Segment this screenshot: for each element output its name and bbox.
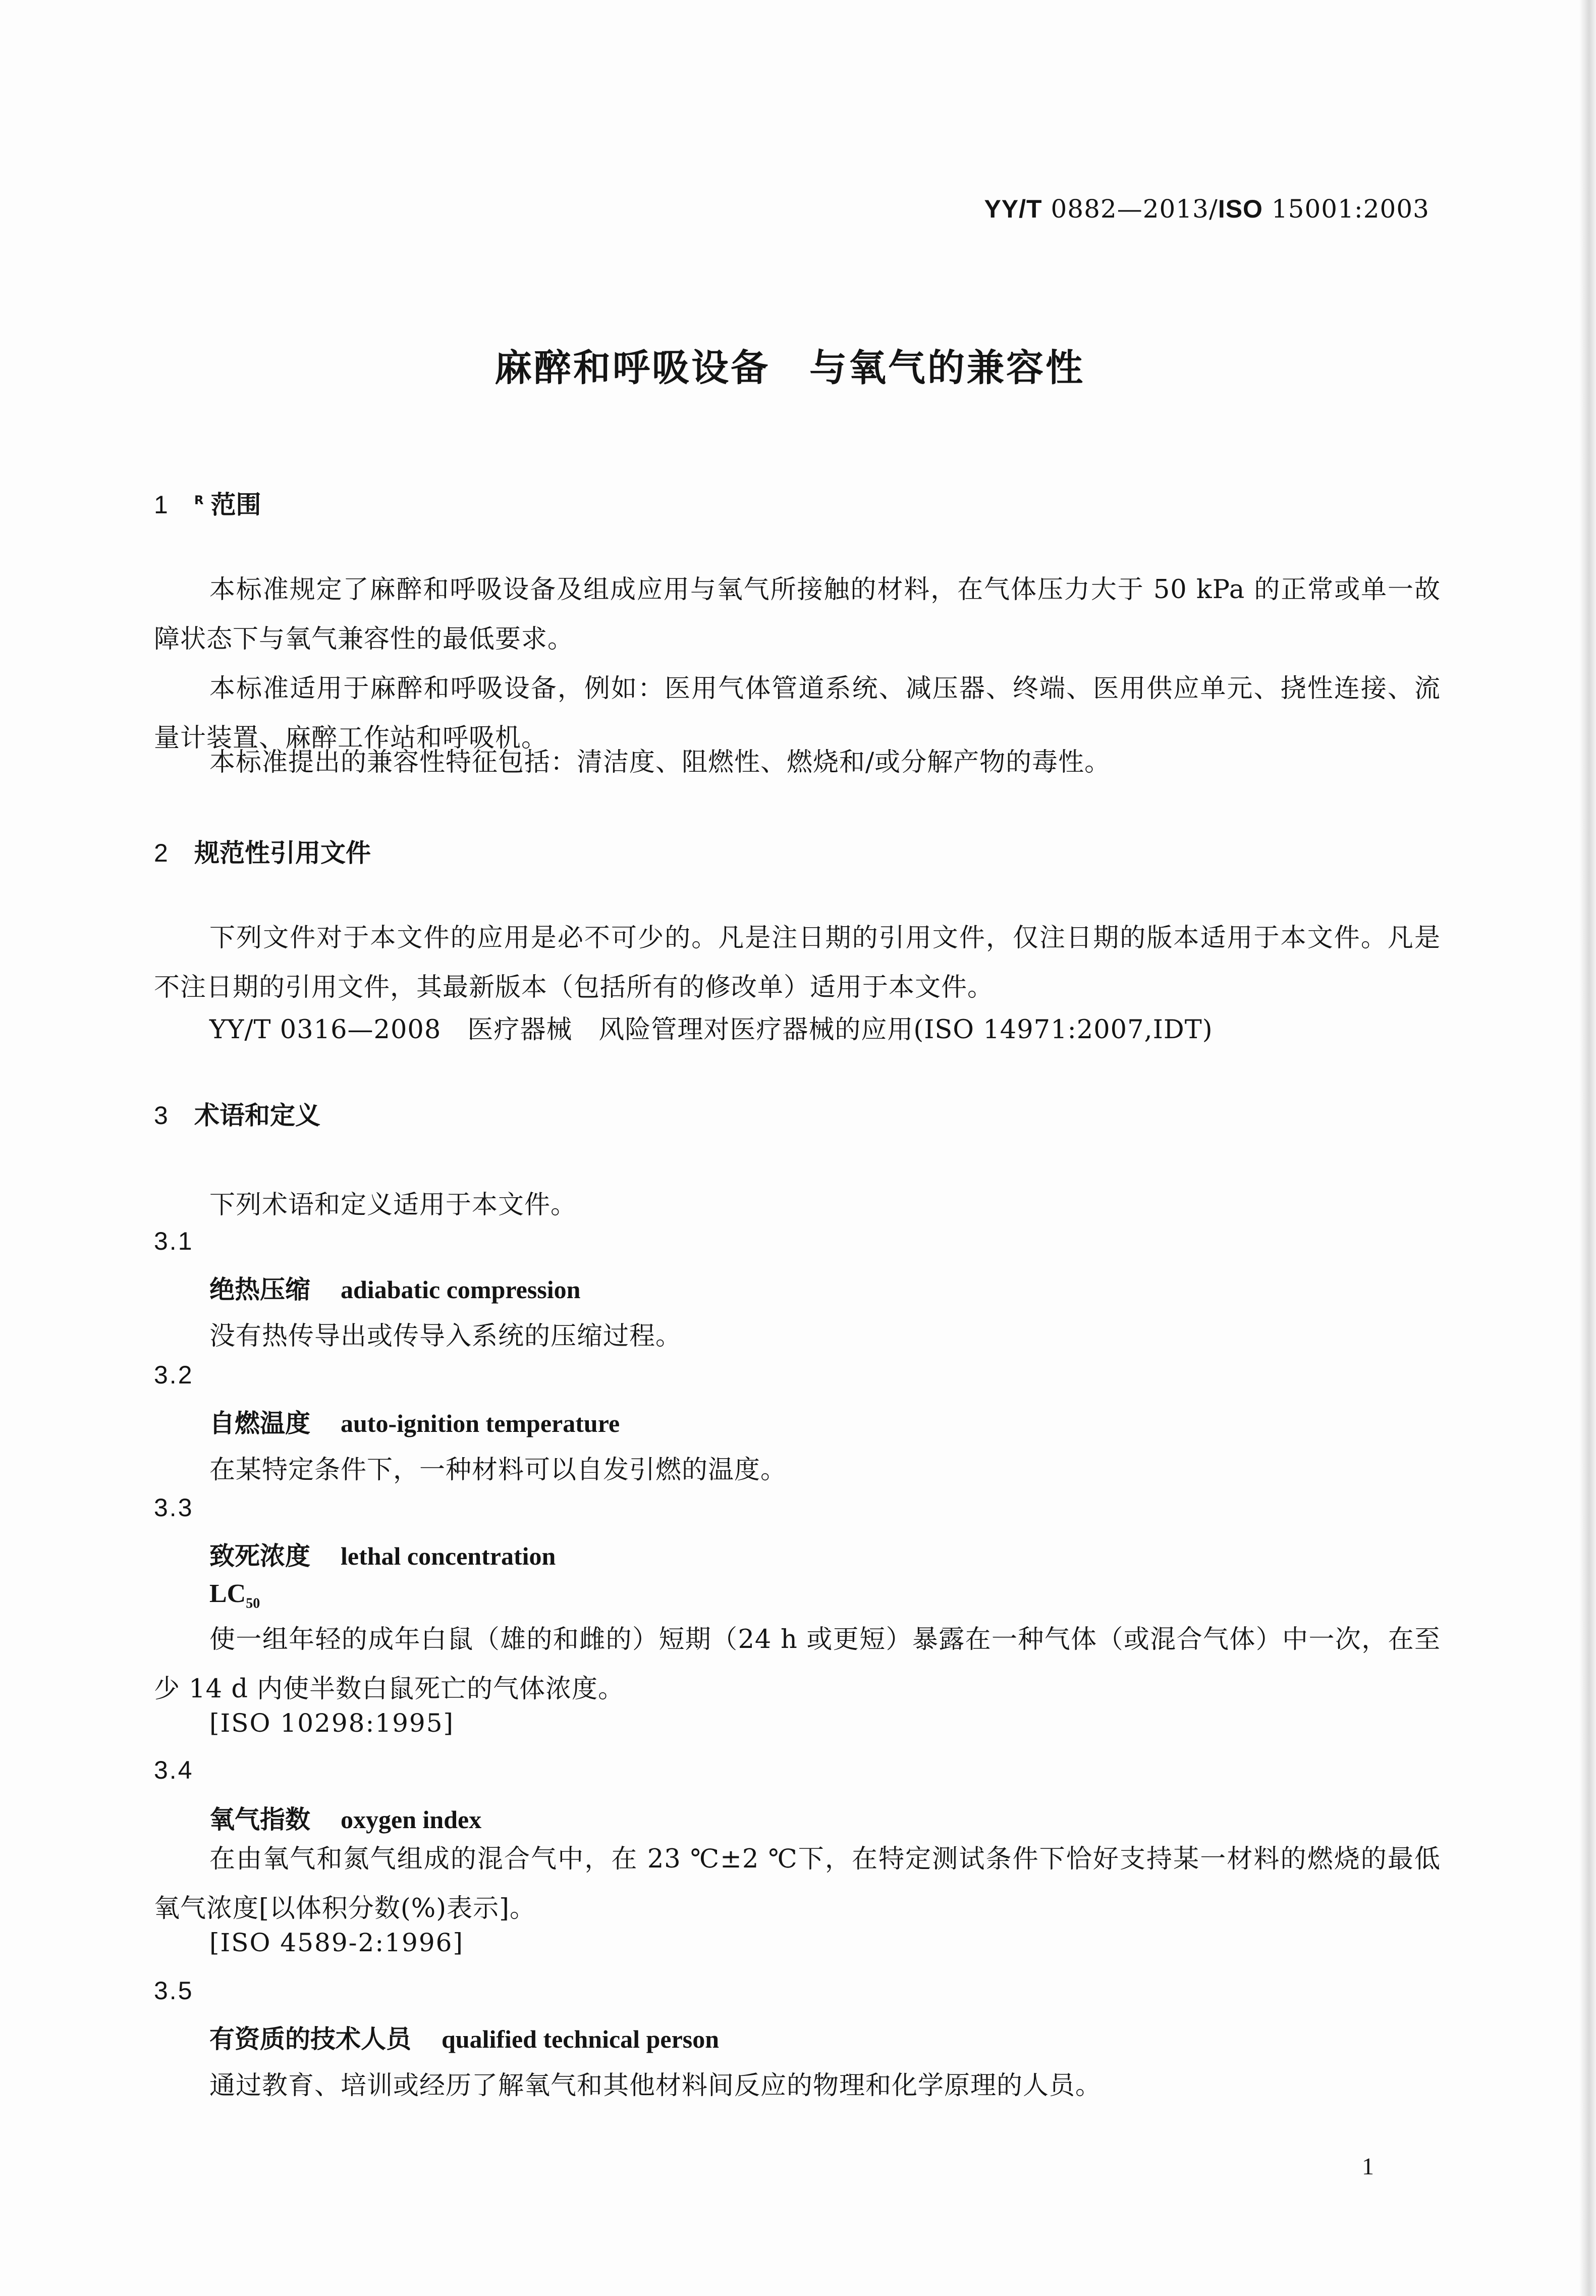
term-3-4-definition: 在由氧气和氮气组成的混合气中，在 23 ℃±2 ℃下，在特定测试条件下恰好支持某一材料的燃烧的最低氧气浓度[以体积分数(%)表示]。 <box>154 1844 1441 1924</box>
document-title: 麻醉和呼吸设备 与氧气的兼容性 <box>494 346 1085 390</box>
section-2-heading <box>154 833 371 869</box>
term-3-3-definition: 使一组年轻的成年白鼠（雄的和雌的）短期（24 h 或更短）暴露在一种气体（或混合气体）中一次，在至少 14 d 内使半数白鼠死亡的气体浓度。 <box>154 1625 1441 1704</box>
term-3-3-heading: 致死浓度 lethal concentration <box>209 1541 556 1571</box>
term-3-5-number: 3.5 <box>154 1977 194 2005</box>
page-edge-shadow <box>1579 0 1596 2296</box>
section-3-title: 术语和定义 <box>194 1101 320 1130</box>
term-3-1-heading: 绝热压缩 adiabatic compression <box>209 1275 581 1304</box>
term-3-4-number: 3.4 <box>154 1756 194 1784</box>
normative-reference: YY/T 0316—2008 医疗器械 风险管理对医疗器械的应用(ISO 14971:2007,IDT) <box>209 1015 1213 1045</box>
term-3-3-source: [ISO 10298:1995] <box>209 1708 455 1738</box>
term-3-2-heading: 自燃温度 auto-ignition temperature <box>209 1409 620 1438</box>
section-1-title: 范围 <box>210 490 261 519</box>
term-3-4-source: [ISO 4589-2:1996] <box>209 1928 464 1957</box>
section-2-number: 2 <box>154 839 168 867</box>
section-1-paragraph-1: 本标准规定了麻醉和呼吸设备及组成应用与氧气所接触的材料，在气体压力大于 50 kPa 的正常或单一故障状态下与氧气兼容性的最低要求。 <box>154 575 1441 654</box>
term-3-5-heading: 有资质的技术人员 qualified technical person <box>209 2024 720 2054</box>
term-3-1-number: 3.1 <box>154 1227 194 1255</box>
standard-code-header: YY/T 0882—2013/ISO 15001:2003 <box>984 194 1429 224</box>
page-number: 1 <box>1362 2153 1374 2180</box>
section-3-number: 3 <box>154 1101 168 1130</box>
term-3-1-definition: 没有热传导出或传导入系统的压缩过程。 <box>209 1321 682 1351</box>
term-3-3-number: 3.3 <box>154 1493 194 1522</box>
section-1-mark: R <box>194 493 204 508</box>
section-1-paragraph-3: 本标准提出的兼容性特征包括：清洁度、阻燃性、燃烧和/或分解产物的毒性。 <box>209 747 1111 777</box>
section-2-title: 规范性引用文件 <box>194 838 371 868</box>
section-3-heading <box>154 1095 320 1132</box>
section-1-heading <box>154 485 261 521</box>
term-3-4-heading: 氧气指数 oxygen index <box>209 1805 482 1834</box>
term-3-5-definition: 通过教育、培训或经历了解氧气和其他材料间反应的物理和化学原理的人员。 <box>209 2071 1102 2101</box>
section-3-intro: 下列术语和定义适用于本文件。 <box>209 1190 577 1220</box>
term-3-2-number: 3.2 <box>154 1361 194 1389</box>
term-3-3-symbol: $LC_{50}$ <box>209 1579 260 1612</box>
section-1-paragraph-2: 本标准适用于麻醉和呼吸设备，例如：医用气体管道系统、减压器、终端、医用供应单元、挠性连接、流量计装置、麻醉工作站和呼吸机。 <box>154 674 1441 753</box>
term-3-2-definition: 在某特定条件下，一种材料可以自发引燃的温度。 <box>209 1455 787 1485</box>
section-2-paragraph-1: 下列文件对于本文件的应用是必不可少的。凡是注日期的引用文件，仅注日期的版本适用于本文件。凡是不注日期的引用文件，其最新版本（包括所有的修改单）适用于本文件。 <box>154 923 1441 1002</box>
section-1-number: 1 <box>154 491 168 519</box>
